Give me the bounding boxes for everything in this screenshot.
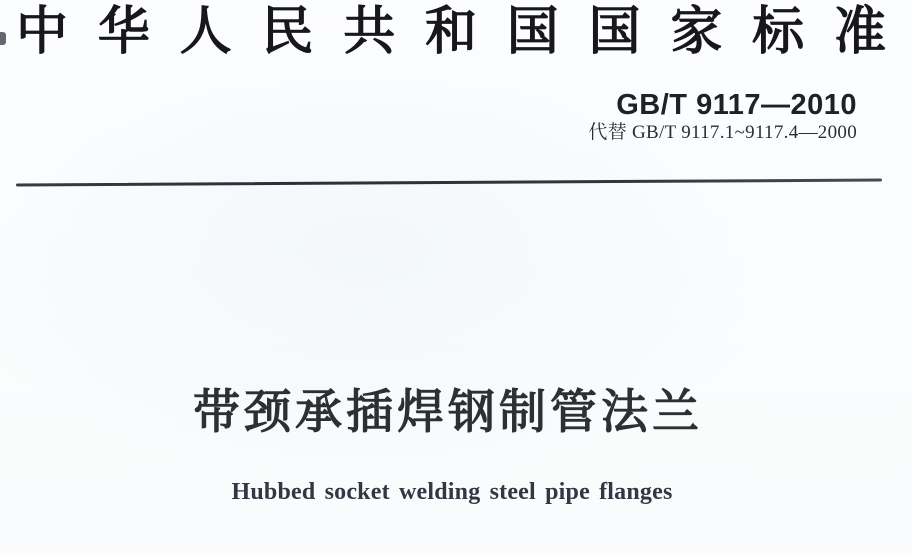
standard-code: GB/T 9117—2010 [616, 89, 857, 121]
header-divider-rule [16, 179, 882, 187]
standard-title-english: Hubbed socket welding steel pipe flanges [231, 479, 673, 505]
replaces-note: 代替 GB/T 9117.1~9117.4—2000 [588, 122, 857, 144]
standard-code-block [588, 90, 857, 144]
standard-title-chinese: 带颈承插焊钢制管法兰 [193, 385, 703, 438]
national-standard-heading: 中 华 人 民 共 和 国 国 家 标 准 [16, 4, 886, 61]
scan-artifact-mark [0, 32, 6, 45]
